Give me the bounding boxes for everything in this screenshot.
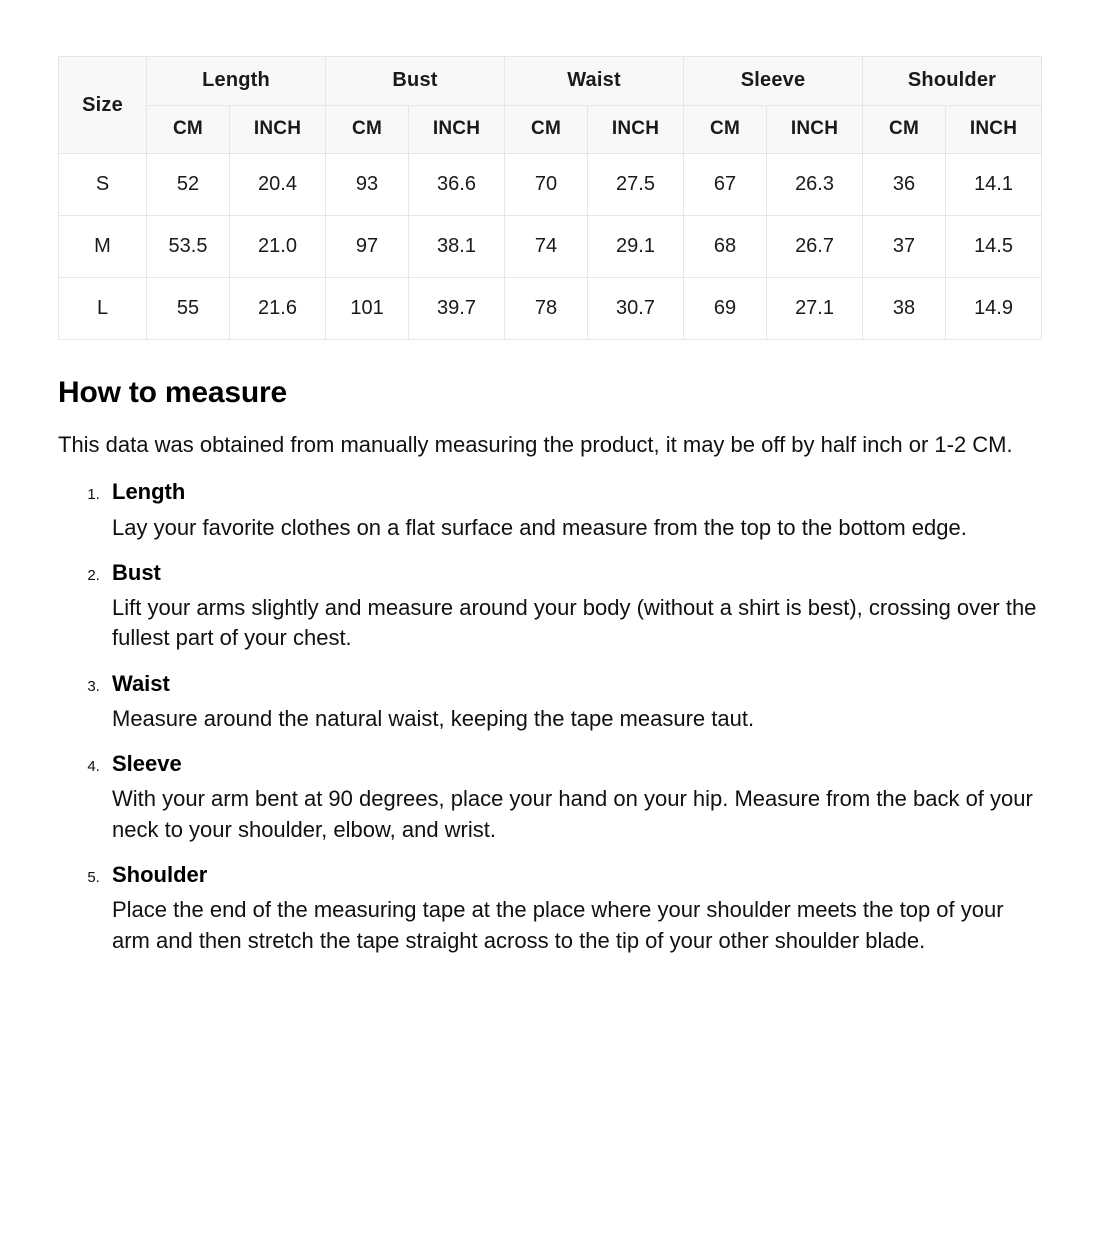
header-size: Size bbox=[59, 57, 147, 154]
cell-shoulder-cm: 36 bbox=[863, 154, 946, 216]
step-title: 5. Shoulder bbox=[112, 862, 208, 888]
header-sleeve-inch: INCH bbox=[767, 105, 863, 154]
cell-waist-inch: 30.7 bbox=[588, 278, 684, 340]
cell-length-inch: 20.4 bbox=[230, 154, 326, 216]
header-length-inch: INCH bbox=[230, 105, 326, 154]
cell-waist-cm: 74 bbox=[505, 216, 588, 278]
cell-bust-inch: 38.1 bbox=[409, 216, 505, 278]
header-bust-inch: INCH bbox=[409, 105, 505, 154]
cell-length-inch: 21.6 bbox=[230, 278, 326, 340]
header-length-cm: CM bbox=[147, 105, 230, 154]
cell-length-cm: 55 bbox=[147, 278, 230, 340]
header-waist-cm: CM bbox=[505, 105, 588, 154]
step-body: Lift your arms slightly and measure around your body (without a shirt is best), crossing over the fullest part of your chest. bbox=[112, 595, 1037, 651]
table-row bbox=[59, 154, 1042, 216]
cell-bust-inch: 39.7 bbox=[409, 278, 505, 340]
cell-sleeve-inch: 27.1 bbox=[767, 278, 863, 340]
size-chart-table bbox=[58, 56, 1042, 340]
list-item bbox=[104, 670, 1040, 735]
cell-shoulder-inch: 14.9 bbox=[946, 278, 1042, 340]
step-body: With your arm bent at 90 degrees, place your hand on your hip. Measure from the back of your neck to your shoulder, elbow, and wrist. bbox=[112, 786, 1033, 842]
how-to-measure-heading: How to measure bbox=[58, 376, 287, 409]
cell-length-cm: 53.5 bbox=[147, 216, 230, 278]
header-bust-cm: CM bbox=[326, 105, 409, 154]
list-item bbox=[104, 478, 1040, 543]
cell-sleeve-inch: 26.3 bbox=[767, 154, 863, 216]
cell-waist-cm: 78 bbox=[505, 278, 588, 340]
cell-bust-cm: 93 bbox=[326, 154, 409, 216]
step-body: Place the end of the measuring tape at the place where your shoulder meets the top of your arm and then stretch the tape straight across to the tip of your other shoulder blade. bbox=[112, 897, 1004, 953]
header-group-waist: Waist bbox=[505, 57, 684, 106]
step-title: 2. Bust bbox=[112, 559, 161, 585]
table-header-row-groups bbox=[59, 57, 1042, 106]
how-to-measure-intro: This data was obtained from manually measuring the product, it may be off by half inch or 1-2 CM. bbox=[58, 432, 1013, 457]
cell-size: L bbox=[59, 278, 147, 340]
cell-waist-inch: 27.5 bbox=[588, 154, 684, 216]
list-item bbox=[104, 750, 1040, 845]
header-shoulder-cm: CM bbox=[863, 105, 946, 154]
header-group-shoulder: Shoulder bbox=[863, 57, 1042, 106]
header-waist-inch: INCH bbox=[588, 105, 684, 154]
table-body bbox=[59, 154, 1042, 340]
header-shoulder-inch: INCH bbox=[946, 105, 1042, 154]
table-row bbox=[59, 216, 1042, 278]
cell-bust-cm: 101 bbox=[326, 278, 409, 340]
table-row bbox=[59, 278, 1042, 340]
step-title: 1. Length bbox=[112, 479, 186, 505]
table-header-row-units bbox=[59, 105, 1042, 154]
header-group-bust: Bust bbox=[326, 57, 505, 106]
cell-bust-cm: 97 bbox=[326, 216, 409, 278]
cell-size: M bbox=[59, 216, 147, 278]
cell-sleeve-cm: 67 bbox=[684, 154, 767, 216]
step-title: 3. Waist bbox=[112, 670, 170, 696]
cell-waist-inch: 29.1 bbox=[588, 216, 684, 278]
cell-shoulder-cm: 37 bbox=[863, 216, 946, 278]
cell-shoulder-inch: 14.1 bbox=[946, 154, 1042, 216]
cell-length-inch: 21.0 bbox=[230, 216, 326, 278]
step-body: Measure around the natural waist, keeping the tape measure taut. bbox=[112, 705, 755, 731]
cell-sleeve-cm: 68 bbox=[684, 216, 767, 278]
table-head bbox=[59, 57, 1042, 154]
list-item bbox=[104, 559, 1040, 654]
cell-sleeve-cm: 69 bbox=[684, 278, 767, 340]
cell-size: S bbox=[59, 154, 147, 216]
header-sleeve-cm: CM bbox=[684, 105, 767, 154]
cell-waist-cm: 70 bbox=[505, 154, 588, 216]
cell-shoulder-cm: 38 bbox=[863, 278, 946, 340]
cell-bust-inch: 36.6 bbox=[409, 154, 505, 216]
cell-sleeve-inch: 26.7 bbox=[767, 216, 863, 278]
step-body: Lay your favorite clothes on a flat surface and measure from the top to the bottom edge. bbox=[112, 514, 967, 540]
list-item bbox=[104, 861, 1040, 956]
cell-length-cm: 52 bbox=[147, 154, 230, 216]
step-title: 4. Sleeve bbox=[112, 751, 182, 777]
measure-steps-list bbox=[58, 478, 1040, 956]
header-group-length: Length bbox=[147, 57, 326, 106]
cell-shoulder-inch: 14.5 bbox=[946, 216, 1042, 278]
header-group-sleeve: Sleeve bbox=[684, 57, 863, 106]
